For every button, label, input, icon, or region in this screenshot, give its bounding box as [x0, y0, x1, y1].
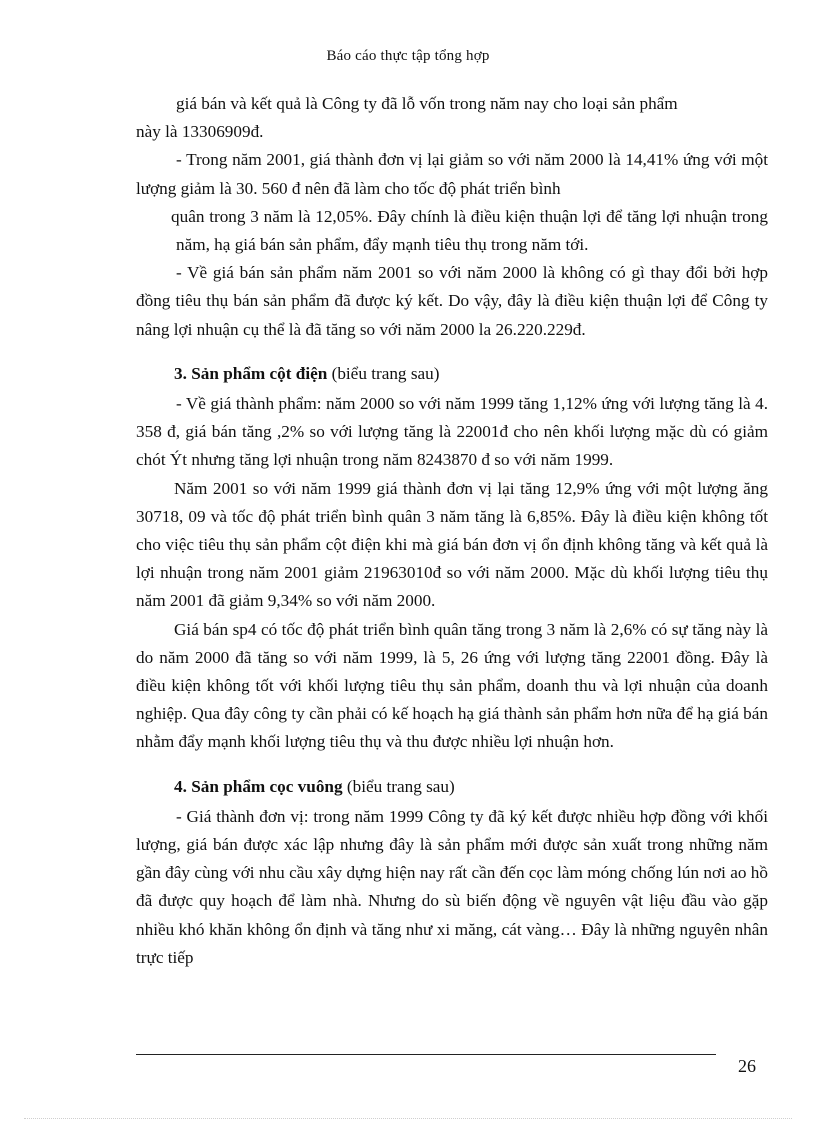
page-number: 26	[738, 1056, 756, 1076]
paragraph-3: - Về giá bán sản phẩm năm 2001 so với năm 2000 là không có gì thay đổi bởi hợp đồng tiêu thụ bán sản phẩm đã được ký kết. Do vậy, đây là điều kiện thuận lợi để Công ty nâng lợi nhuận cụ thể là đã tăng so với năm 2000 la 26.220.229đ.	[136, 263, 768, 339]
paragraph-1b: này là 13306909đ.	[136, 122, 264, 142]
section-heading-3-title: 3. Sản phẩm cột điện	[174, 363, 328, 383]
paragraph-1a: giá bán và kết quả là Công ty đã lỗ vốn trong năm nay cho loại sản phẩm	[176, 94, 678, 113]
document-body	[136, 90, 768, 972]
page-bottom-divider	[24, 1118, 792, 1119]
page-header: Báo cáo thực tập tổng hợp	[326, 48, 490, 64]
paragraph-7: - Giá thành đơn vị: trong năm 1999 Công ty đã ký kết được nhiều hợp đồng với khối lượng, giá bán được xác lập nhưng đây là sản phẩm mới được sản xuất trong những năm gần đây cùng với nhu cầu xây dựng hiện nay rất cần đến cọc làm móng chống lún nơi ao hồ đã được quy hoạch để làm nhà. Nhưng do sù biến động về nguyên vật liệu đầu vào gặp nhiều khó khăn không ổn định và tăng như xi măng, cát vàng… Đây là những nguyên nhân trực tiếp	[136, 806, 768, 967]
paragraph-5: Năm 2001 so với năm 1999 giá thành đơn vị lại tăng 12,9% ứng với một lượng ăng 30718, 09 và tốc độ phát triển bình quân 3 năm tăng là 6,85%. Đây là điều kiện không tốt cho việc tiêu thụ sản phẩm cột điện khi mà giá bán đơn vị ổn định không tăng và kết quả là lợi nhuận trong năm 2001 giảm 21963010đ so với năm 2000. Mặc dù khối lượng tiêu thụ năm 2001 đã giảm 9,34% so với năm 2000.	[136, 478, 768, 611]
section-heading-4-note: (biểu trang sau)	[342, 776, 455, 796]
section-heading-4-title: 4. Sản phẩm cọc vuông	[174, 776, 343, 796]
paragraph-4: - Về giá thành phẩm: năm 2000 so với năm 1999 tăng 1,12% ứng với lượng tăng là 4. 358 đ, giá bán tăng ,2% so với lượng tăng là 22001đ cho nên khối lượng mặc dù có giảm chót Ýt nhưng tăng lợi nhuận trong năm 8243870 đ so với năm 1999.	[136, 394, 768, 470]
paragraph-6: Giá bán sp4 có tốc độ phát triển bình quân tăng trong 3 năm là 2,6% có sự tăng này là do năm 2000 đã tăng so với năm 1999, là 5, 26 ứng với lượng tăng 22001 đồng. Đây là điều kiện không tốt với khối lượng tiêu thụ sản phẩm, doanh thu và lợi nhuận của doanh nghiệp. Qua đây công ty cần phải có kế hoạch hạ giá thành sản phẩm hơn nữa để hạ giá bán nhằm đẩy mạnh khối lượng tiêu thụ và thu được nhiều lợi nhuận hơn.	[136, 619, 768, 752]
section-heading-4	[136, 773, 768, 801]
section-heading-3-note: (biểu trang sau)	[327, 363, 440, 383]
section-heading-3	[136, 360, 768, 388]
paragraph-2b: quân trong 3 năm là 12,05%. Đây chính là điều kiện thuận lợi để tăng lợi nhuận trong năm, hạ giá bán sản phẩm, đẩy mạnh tiêu thụ trong năm tới.	[171, 206, 768, 255]
paragraph-2a: - Trong năm 2001, giá thành đơn vị lại giảm so với năm 2000 là 14,41% ứng với một lượng giảm là 30. 560 đ nên đã làm cho tốc độ phát triển bình	[136, 150, 768, 198]
footer-rule	[136, 1054, 716, 1055]
